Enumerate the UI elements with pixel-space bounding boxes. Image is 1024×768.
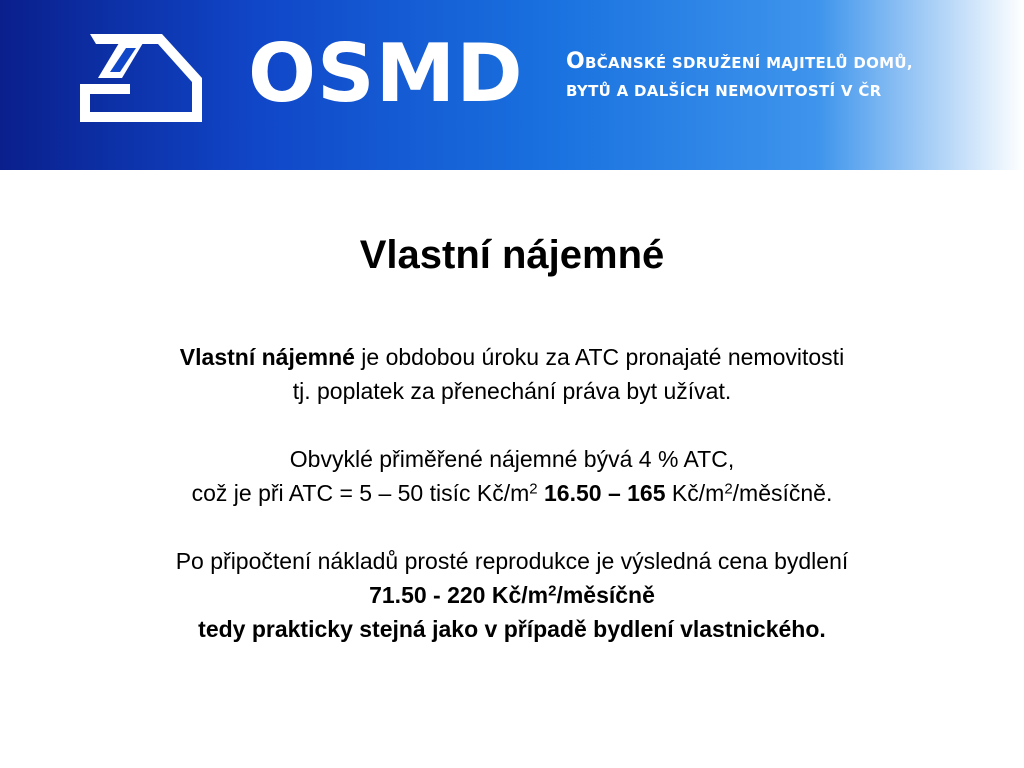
paragraph-usual-rent-line1: Obvyklé přiměřené nájemné bývá 4 % ATC,: [289, 446, 735, 472]
paragraph-definition-line1: Vlastní nájemné je obdobou úroku za ATC pronajaté nemovitosti: [179, 344, 845, 370]
paragraph-definition-line2: tj. poplatek za přenechání práva byt užívat.: [292, 378, 732, 404]
slide-body: [40, 340, 984, 646]
association-name-line1: OBČANSKÉ SDRUŽENÍ MAJITELŮ DOMŮ,: [566, 49, 913, 74]
paragraph-final-price-line3: tedy prakticky stejná jako v případě bydlení vlastnického.: [198, 616, 826, 642]
association-name: [566, 48, 986, 105]
paragraph-final-price-line1: Po připočtení nákladů prosté reprodukce je výsledná cena bydlení: [175, 548, 849, 574]
paragraph-gap: [40, 408, 984, 442]
association-name-line2: BYTŮ A DALŠÍCH NEMOVITOSTÍ V ČR: [566, 82, 882, 100]
house-roof-logo-icon: [76, 26, 208, 126]
slide-title: Vlastní nájemné: [359, 233, 665, 277]
logo-text: OSMD: [248, 27, 524, 120]
header-banner: [0, 0, 1024, 170]
paragraph-final-price-line2: 71.50 - 220 $Kč/m^2$/měsíčně: [369, 582, 655, 608]
slide-content: [0, 170, 1024, 768]
paragraph-usual-rent-line2: což je při ATC = 5 – 50 tisíc $Kč/m^2$ 16.50 – 165 $Kč/m^2$/měsíčně.: [191, 480, 833, 506]
paragraph-gap: [40, 510, 984, 544]
